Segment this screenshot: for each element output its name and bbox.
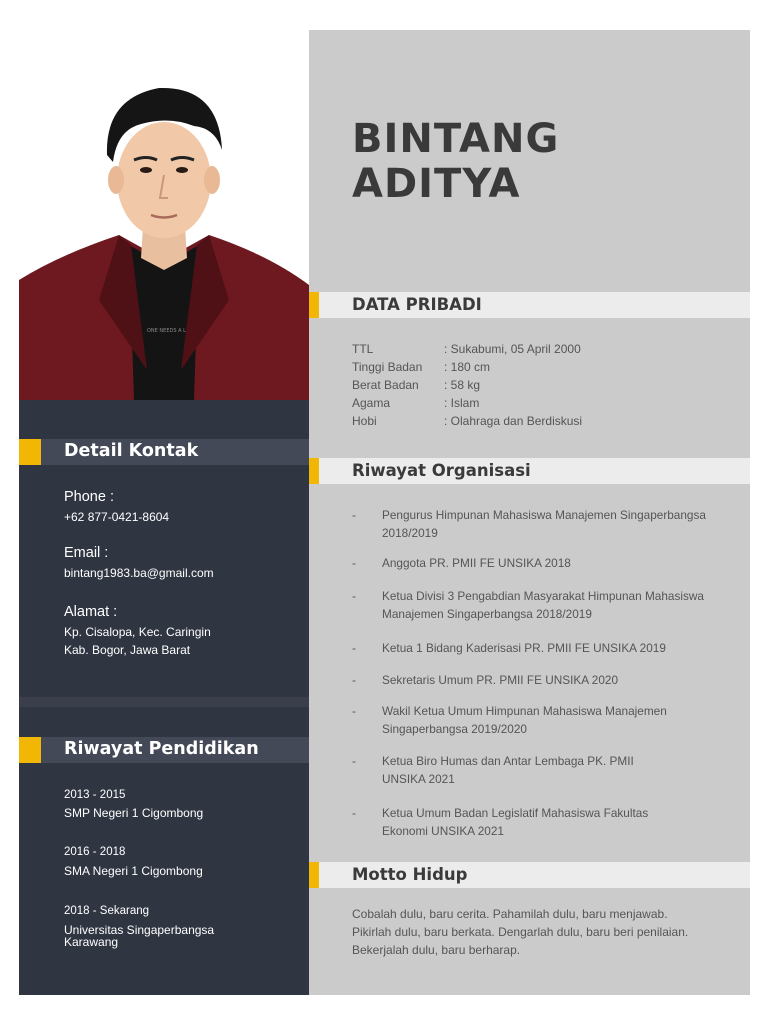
education-years: 2016 - 2018: [64, 846, 126, 858]
personal-value: : 180 cm: [444, 360, 491, 374]
personal-value: : Islam: [444, 396, 480, 410]
organization-text: Anggota PR. PMII FE UNSIKA 2018: [382, 556, 571, 570]
personal-section-header: [309, 292, 750, 318]
address-line2: Kab. Bogor, Jawa Barat: [64, 643, 191, 657]
personal-row: [352, 342, 581, 356]
education-years: 2018 - Sekarang: [64, 905, 150, 917]
organization-text: Ketua Umum Badan Legislatif Mahasiswa Fakultas Ekonomi UNSIKA 2021: [382, 806, 649, 838]
bullet-dash: -: [352, 704, 356, 718]
bullet-dash: -: [352, 556, 356, 570]
personal-row: [352, 414, 582, 428]
accent-bar: [309, 458, 319, 484]
shirt-print-text: ONE NEEDS A L: [147, 328, 186, 334]
organization-text: Ketua Biro Humas dan Antar Lembaga PK. PMII UNSIKA 2021: [382, 754, 634, 786]
personal-value: : 58 kg: [444, 378, 481, 392]
motto-section-header: [309, 862, 750, 888]
phone-value: +62 877-0421-8604: [64, 510, 170, 524]
personal-row: [352, 396, 479, 410]
accent-bar: [309, 862, 319, 888]
personal-value: : Olahraga dan Berdiskusi: [444, 414, 583, 428]
personal-key: Agama: [352, 396, 391, 410]
accent-bar: [309, 292, 319, 318]
email-value: bintang1983.ba@gmail.com: [64, 566, 214, 580]
email-label: Email :: [64, 545, 109, 561]
education-school: SMP Negeri 1 Cigombong: [64, 806, 204, 820]
organization-heading: Riwayat Organisasi: [352, 461, 531, 480]
education-section-header: [19, 737, 309, 763]
organization-text: Sekretaris Umum PR. PMII FE UNSIKA 2020: [382, 673, 619, 687]
accent-bar: [19, 439, 41, 465]
bullet-dash: -: [352, 508, 356, 522]
education-school: SMA Negeri 1 Cigombong: [64, 864, 203, 878]
phone-label: Phone :: [64, 489, 114, 505]
personal-value: : Sukabumi, 05 April 2000: [444, 342, 581, 356]
bullet-dash: -: [352, 589, 356, 603]
organization-text: Ketua 1 Bidang Kaderisasi PR. PMII FE UNSIKA 2019: [382, 641, 666, 655]
education-heading: Riwayat Pendidikan: [64, 739, 259, 759]
contact-section-header: [19, 439, 309, 465]
personal-key: Tinggi Badan: [352, 360, 423, 374]
personal-row: [352, 378, 480, 392]
motto-heading: Motto Hidup: [352, 865, 468, 884]
accent-bar: [19, 737, 41, 763]
profile-photo: [19, 30, 309, 400]
organization-text: Wakil Ketua Umum Himpunan Mahasiswa Manajemen Singaperbangsa 2019/2020: [382, 704, 667, 736]
personal-key: Berat Badan: [352, 378, 419, 392]
bullet-dash: -: [352, 754, 356, 768]
organization-text: Ketua Divisi 3 Pengabdian Masyarakat Himpunan Mahasiswa Manajemen Singaperbangsa 2018/2019: [382, 589, 704, 621]
education-years: 2013 - 2015: [64, 789, 126, 801]
personal-key: TTL: [352, 342, 374, 356]
motto-text: Cobalah dulu, baru cerita. Pahamilah dulu, baru menjawab. Pikirlah dulu, baru berkata. Dengarlah dulu, baru beri penilaian. Bekerjalah dulu, baru berharap.: [352, 907, 689, 957]
address-line1: Kp. Cisalopa, Kec. Caringin: [64, 625, 211, 639]
organization-text: Pengurus Himpunan Mahasiswa Manajemen Singaperbangsa 2018/2019: [382, 508, 706, 540]
cv-page: [19, 30, 750, 995]
education-school: Universitas Singaperbangsa Karawang: [64, 923, 215, 949]
bullet-dash: -: [352, 673, 356, 687]
address-label: Alamat :: [64, 604, 118, 620]
left-column: [19, 30, 309, 995]
section-divider: [19, 697, 309, 707]
bullet-dash: -: [352, 806, 356, 820]
bullet-dash: -: [352, 641, 356, 655]
personal-row: [352, 360, 490, 374]
name-last: ADITYA: [352, 161, 521, 207]
name-first: BINTANG: [352, 116, 560, 162]
personal-heading: DATA PRIBADI: [352, 295, 482, 314]
personal-key: Hobi: [352, 414, 377, 428]
organization-section-header: [309, 458, 750, 484]
right-column: [309, 30, 750, 995]
contact-heading: Detail Kontak: [64, 441, 199, 461]
